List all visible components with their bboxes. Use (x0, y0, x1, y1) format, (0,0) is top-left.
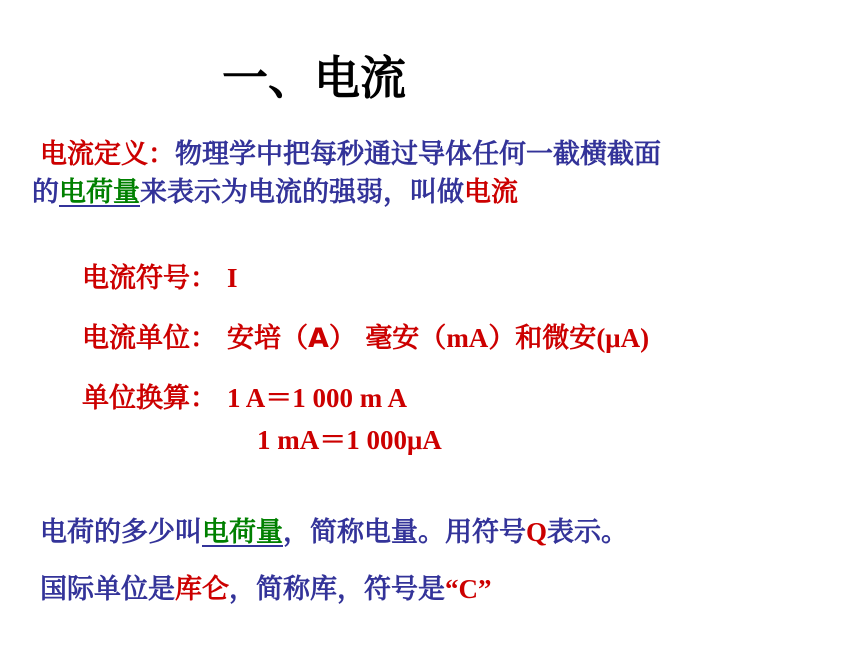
charge-line-2-mid: ，简称库，符号是 (229, 574, 445, 605)
coulomb-term: 库仑 (175, 574, 229, 605)
charge-line-2 (40, 567, 492, 606)
unit-ampere: 安培（A） (227, 323, 356, 354)
unit-microampere-symbol: (μA) (596, 323, 650, 353)
symbol-value: I (227, 263, 238, 293)
unit-milliampere: 毫安（ (365, 323, 447, 354)
unit-microampere: ）和微安 (488, 323, 597, 354)
unit-line (82, 316, 649, 355)
symbol-line (82, 256, 238, 295)
definition-text-2-mid: 来表示为电流的强弱，叫做 (140, 177, 464, 208)
unit-label: 电流单位： (82, 323, 217, 354)
definition-line-2 (32, 170, 518, 209)
conversion-value-1: 1 A＝1 000 m A (227, 383, 408, 413)
definition-text-2-prefix: 的 (32, 177, 59, 208)
charge-symbol: Q (526, 517, 548, 547)
conversion-label: 单位换算： (82, 383, 217, 414)
charge-line-1-prefix: 电荷的多少叫 (40, 517, 202, 548)
charge-line-1-suffix: 表示。 (547, 517, 629, 548)
page-title: 一、电流 (222, 51, 406, 105)
symbol-label: 电流符号： (82, 263, 217, 294)
definition-line-1 (40, 132, 661, 171)
unit-milliampere-symbol: mA (446, 323, 489, 353)
charge-line-1 (40, 510, 628, 549)
conversion-line-1 (82, 376, 407, 415)
definition-label: 电流定义： (40, 139, 175, 170)
charge-line-2-prefix: 国际单位是 (40, 574, 175, 605)
current-term: 电流 (464, 177, 518, 208)
conversion-value-2: 1 mA＝1 000μA (257, 425, 442, 455)
charge-term: 电荷量 (59, 177, 140, 208)
coulomb-symbol: “C” (445, 574, 492, 604)
definition-text-1: 物理学中把每秒通过导体任何一截横截面 (175, 139, 661, 170)
charge-term-2: 电荷量 (202, 517, 283, 548)
charge-line-1-mid: ，简称电量。用符号 (283, 517, 526, 548)
